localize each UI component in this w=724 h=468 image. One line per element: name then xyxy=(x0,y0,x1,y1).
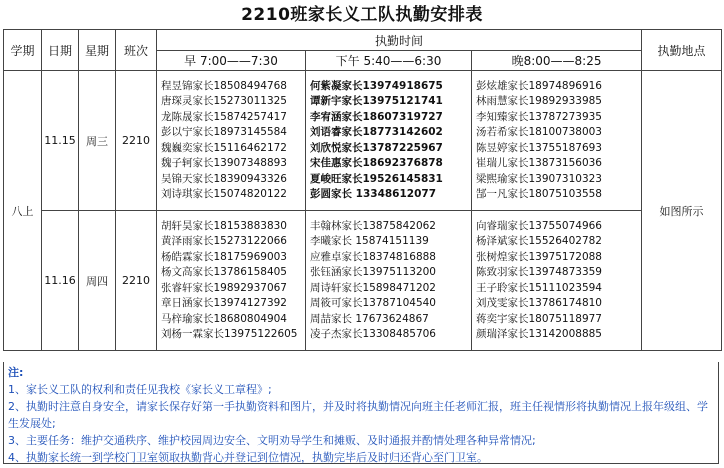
list-item: 丰翰林家长13875842062 xyxy=(310,219,436,232)
evening-volunteers xyxy=(472,71,642,211)
list-item: 马梓瑜家长18680804904 xyxy=(161,312,287,325)
header-evening: 晚8:00——8:25 xyxy=(472,51,642,71)
list-item: 刘语睿家长18773142602 xyxy=(310,126,443,138)
list-item: 梁熙瑜家长13907310323 xyxy=(476,172,602,185)
note-item: 1、家长义工队的权利和责任见我校《家长义工章程》; xyxy=(8,383,272,396)
duty-table xyxy=(3,29,722,351)
list-item: 刘茂雯家长13786174810 xyxy=(476,297,602,309)
list-item: 刘杨一霖家长13975122605 xyxy=(161,328,298,340)
list-item: 张钰涵家长13975113200 xyxy=(310,266,436,278)
list-item: 杨泽斌家长15526402782 xyxy=(476,235,602,247)
list-item: 李知臻家长13787273935 xyxy=(476,110,602,123)
list-item: 应雅卓家长18374816888 xyxy=(310,250,436,263)
header-semester: 学期 xyxy=(4,30,42,71)
list-item: 林雨慧家长19892933985 xyxy=(476,95,602,107)
list-item: 唐琛灵家长15273011325 xyxy=(161,95,287,107)
list-item: 陈致羽家长13974873359 xyxy=(476,266,602,278)
list-item: 胡轩昊家长18153883830 xyxy=(161,219,287,232)
afternoon-volunteers xyxy=(306,71,472,211)
list-item: 陈昱婷家长13755187693 xyxy=(476,141,602,154)
list-item: 周喆家长 17673624867 xyxy=(310,312,429,325)
list-item: 程昱锦家长18508494768 xyxy=(161,79,287,92)
note-item: 4、执勤家长统一到学校门卫室领取执勤背心并登记到位情况，执勤完毕后及时归还背心至门卫室。 xyxy=(8,451,488,464)
header-location: 执勤地点 xyxy=(642,30,722,71)
weekday-cell: 周三 xyxy=(79,71,116,211)
list-item: 何紫凝家长13974918675 xyxy=(310,79,443,92)
morning-volunteers xyxy=(157,211,306,351)
list-item: 周诗轩家长15898471202 xyxy=(310,281,436,294)
morning-volunteers xyxy=(157,71,306,211)
list-item: 彭以宁家长18973145584 xyxy=(161,126,287,138)
header-class: 班次 xyxy=(116,30,157,71)
location-cell: 如图所示 xyxy=(642,71,722,351)
list-item: 章日涵家长13974127392 xyxy=(161,297,287,309)
list-item: 颜瑞泽家长13142008885 xyxy=(476,328,602,340)
header-weekday: 星期 xyxy=(79,30,116,71)
list-item: 杨文高家长13786158405 xyxy=(161,266,287,278)
list-item: 杨皓霖家长18175969003 xyxy=(161,250,287,263)
list-item: 张睿轩家长19892937067 xyxy=(161,281,287,294)
list-item: 黄泽雨家长15273122066 xyxy=(161,235,287,247)
list-item: 魏巍奕家长15116462172 xyxy=(161,141,287,154)
evening-volunteers xyxy=(472,211,642,351)
list-item: 崔瑞儿家长13873156036 xyxy=(476,157,602,169)
header-afternoon: 下午 5:40——6:30 xyxy=(306,51,472,71)
list-item: 龙陈晟家长15874257417 xyxy=(161,110,287,123)
page-title: 2210班家长义工队执勤安排表 xyxy=(241,5,483,25)
note-item: 2、执勤时注意自身安全，请家长保存好第一手执勤资料和图片，并及时将执勤情况向班主任老师汇报，班主任视情形将执勤情况上报年级组、学生发展处; xyxy=(8,400,708,430)
class-cell: 2210 xyxy=(116,211,157,351)
notes-label: 注: xyxy=(8,366,24,379)
list-item: 李曦家长 15874151139 xyxy=(310,235,429,247)
list-item: 汤若希家长18100738003 xyxy=(476,126,602,138)
list-item: 彭炫雄家长18974896916 xyxy=(476,79,602,92)
list-item: 李宥涵家长18607319727 xyxy=(310,110,443,123)
list-item: 周筱可家长13787104540 xyxy=(310,297,436,309)
class-cell: 2210 xyxy=(116,71,157,211)
date-cell: 11.16 xyxy=(42,211,79,351)
list-item: 夏峻旺家长19526145831 xyxy=(310,172,443,185)
list-item: 王子聆家长15111023594 xyxy=(476,281,602,294)
afternoon-volunteers xyxy=(306,211,472,351)
list-item: 彭圆家长 13348612077 xyxy=(310,188,437,200)
list-item: 张树煌家长13975172088 xyxy=(476,250,602,263)
note-item: 3、主要任务：维护交通秩序、维护校园周边安全、文明劝导学生和摊贩、及时通报并酌情处理各种异常情况; xyxy=(8,434,536,447)
weekday-cell: 周四 xyxy=(79,211,116,351)
semester-cell: 八上 xyxy=(4,71,42,351)
date-cell: 11.15 xyxy=(42,71,79,211)
list-item: 刘欣悦家长13787225967 xyxy=(310,141,443,154)
list-item: 向睿瑞家长13755074966 xyxy=(476,219,602,232)
notes-section xyxy=(3,362,719,464)
list-item: 谭新宇家长13975121741 xyxy=(310,95,443,107)
list-item: 刘诗琪家长15074820122 xyxy=(161,188,287,200)
list-item: 凌子杰家长13308485706 xyxy=(310,328,436,340)
list-item: 吴锦天家长18390943326 xyxy=(161,172,287,185)
list-item: 郜一凡家长18075103558 xyxy=(476,188,602,200)
list-item: 宋佳惠家长18692376878 xyxy=(310,157,443,169)
header-date: 日期 xyxy=(42,30,79,71)
header-duty-time: 执勤时间 xyxy=(157,30,642,51)
list-item: 蒋奕宇家长18075118977 xyxy=(476,312,602,325)
header-morning: 早 7:00——7:30 xyxy=(157,51,306,71)
list-item: 魏子轲家长13907348893 xyxy=(161,157,287,169)
